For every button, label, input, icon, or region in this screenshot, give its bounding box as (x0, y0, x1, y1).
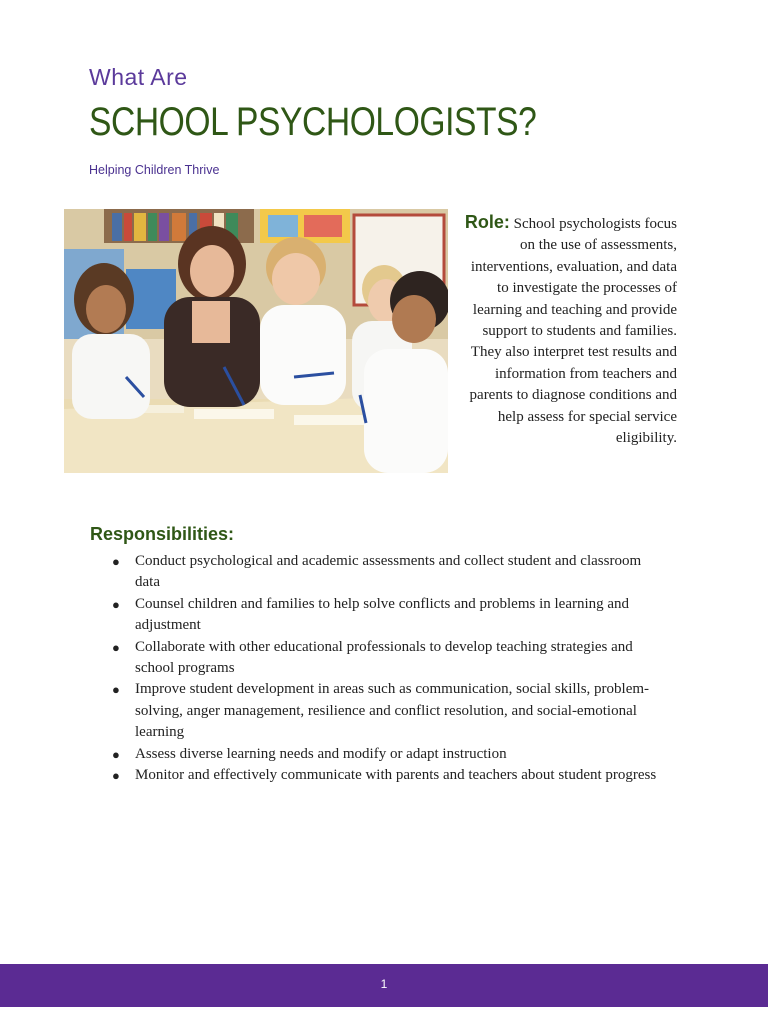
role-text: School psychologists focus on the use of assessments, interventions, evaluation, and data to investigate the processes of learning and teaching and provide support to students and families. They also interpret test results and information from teachers and parents to diagnose conditions and help assess for special service eligibility. (469, 216, 677, 447)
bullet-icon: ● (112, 682, 120, 698)
list-item (108, 551, 668, 594)
list-item (108, 594, 668, 637)
footer-bar (0, 964, 768, 1007)
pre-title: What Are (89, 64, 188, 90)
bullet-icon: ● (112, 746, 120, 762)
page-subtitle: Helping Children Thrive (89, 163, 220, 177)
role-label: Role: (464, 212, 510, 232)
page-number: 1 (380, 977, 388, 991)
responsibilities-heading: Responsibilities: (90, 524, 235, 544)
list-item-text: Improve student development in areas such as communication, social skills, problem-solving, anger management, resilience and conflict resolution, and social-emotional learning (135, 681, 650, 741)
list-item (108, 679, 668, 743)
list-item-text: Monitor and effectively communicate with parents and teachers about student progress (135, 767, 657, 784)
list-item-text: Assess diverse learning needs and modify or adapt instruction (135, 745, 507, 762)
list-item (108, 765, 668, 786)
list-item (108, 637, 668, 680)
bullet-icon: ● (112, 596, 120, 612)
page-title: SCHOOL PSYCHOLOGISTS? (89, 100, 537, 144)
bullet-icon: ● (112, 768, 120, 784)
role-section (456, 212, 677, 449)
bullet-icon: ● (112, 639, 120, 655)
list-item-text: Collaborate with other educational professionals to develop teaching strategies and school programs (135, 638, 633, 677)
list-item-text: Counsel children and families to help solve conflicts and problems in learning and adjustment (135, 595, 630, 634)
responsibilities-list (108, 551, 668, 786)
list-item (108, 744, 668, 765)
classroom-photo (64, 209, 448, 473)
list-item-text: Conduct psychological and academic assessments and collect student and classroom data (135, 553, 642, 591)
bullet-icon: ● (112, 554, 120, 569)
